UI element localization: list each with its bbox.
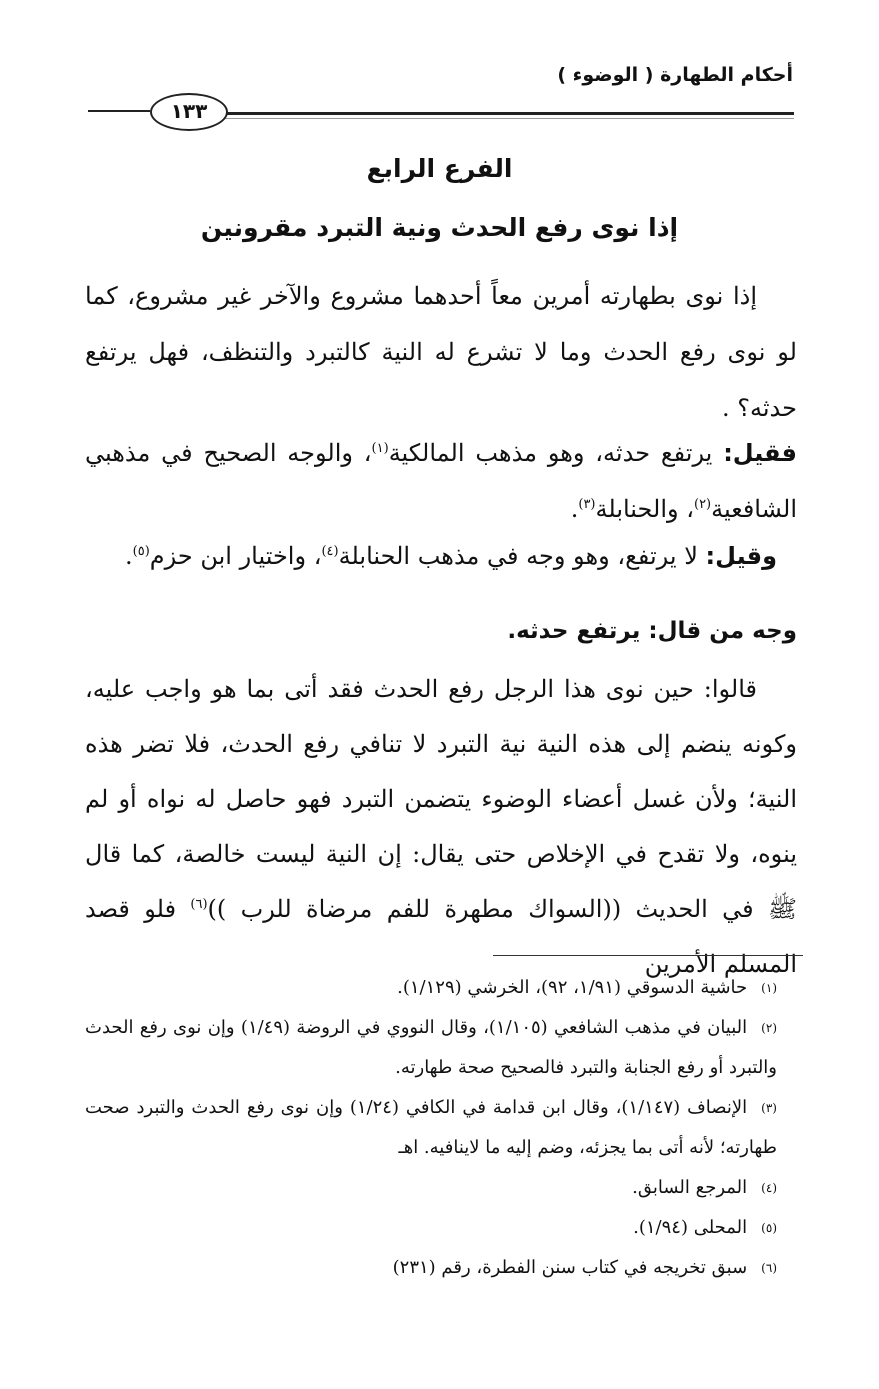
paragraph-first-opinion (85, 425, 797, 537)
footnote-separator (493, 955, 803, 956)
argument-text-a: قالوا: حين نوى هذا الرجل رفع الحدث فقد أتى بما هو واجب عليه، وكونه ينضم إلى هذه النية نية التبرد لا تنافي رفع الحدث، فلا تضر هذه النية؛ ولأن غسل أعضاء الوضوء يتضمن التبرد فهو حاصل له نواه أو لم ينوه، ولا تقدح في الإخلاص حتى يقال: إن النية ليست خالصة، كما قال ﷺ في الحديث ((السواك مطهرة للفم مرضاة للرب )) (85, 675, 797, 923)
footnote-ref-6: (٦) (190, 897, 208, 912)
opinion-2-text-a: لا يرتفع، وهو وجه في مذهب الحنابلة (338, 542, 706, 570)
argument-text-b: فلو قصد المسلم الأمرين (85, 895, 797, 978)
branch-heading: الفرع الرابع (366, 154, 513, 183)
footnote-number: (٤) (761, 1181, 777, 1195)
opinion-1-text-c: ، والحنابلة (595, 495, 694, 523)
opinion-2-text-b: ، واختيار ابن حزم (149, 542, 322, 570)
footnote-number: (٥) (761, 1221, 777, 1235)
footnote-item (85, 1208, 797, 1248)
footnote-ref-2: (٢) (693, 497, 712, 512)
footnotes-list (85, 968, 797, 1288)
header-rule-right-thin (222, 118, 794, 119)
footnote-text: البيان في مذهب الشافعي (١/١٠٥)، وقال النووي في الروضة (١/٤٩) وإن نوى رفع الحدث والتبرد أو رفع الجنابة والتبرد فالصحيح صحة طهارته. (85, 1017, 777, 1078)
footnote-text: الإنصاف (١/١٤٧)، وقال ابن قدامة في الكافي (١/٢٤) وإن نوى رفع الحدث والتبرد صحت طهارته؛ لأنه أتى بما يجزئه، وضم إليه ما لاينافيه. اهـ (85, 1097, 777, 1158)
footnote-item (85, 1008, 797, 1088)
opinion-lead-2: وقيل: (705, 542, 777, 570)
footnote-item (85, 1088, 797, 1168)
header-rule-right (222, 112, 794, 115)
argument-subheading: وجه من قال: يرتفع حدثه. (507, 618, 797, 644)
opinion-2-text-c: . (124, 542, 133, 570)
running-title: أحكام الطهارة ( الوضوء ) (557, 64, 793, 86)
footnote-ref-1: (١) (371, 441, 389, 456)
footnote-ref-5: (٥) (132, 544, 150, 559)
footnote-number: (١) (761, 981, 777, 995)
footnote-text: سبق تخريجه في كتاب سنن الفطرة، رقم (٢٣١) (392, 1257, 748, 1278)
footnote-ref-3: (٣) (578, 497, 596, 512)
opinion-1-text-d: . (570, 495, 579, 523)
footnote-item (85, 1168, 797, 1208)
opinion-lead-1: فقيل: (723, 439, 797, 467)
opinion-1-text-b: ، والوجه الصحيح في مذهبي الشافعية (85, 439, 797, 523)
footnote-text: المحلى (١/٩٤). (633, 1217, 748, 1238)
footnote-ref-4: (٤) (321, 544, 339, 559)
footnote-item (85, 1248, 797, 1288)
paragraph-second-opinion (85, 528, 797, 584)
opinion-1-text-a: يرتفع حدثه، وهو مذهب المالكية (388, 439, 724, 467)
page-number: ١٣٣ (150, 93, 228, 131)
section-title: إذا نوى رفع الحدث ونية التبرد مقرونين (200, 213, 679, 242)
footnote-number: (٦) (761, 1261, 777, 1275)
paragraph-intro (85, 268, 797, 436)
paragraph-argument (85, 662, 797, 992)
footnote-number: (٢) (761, 1021, 777, 1035)
footnote-item (85, 968, 797, 1008)
footnote-number: (٣) (761, 1101, 777, 1115)
paragraph-intro-text: إذا نوى بطهارته أمرين معاً أحدهما مشروع والآخر غير مشروع، كما لو نوى رفع الحدث وما لا تشرع له النية كالتبرد والتنظف، فهل يرتفع حدثه؟ . (85, 282, 797, 422)
header-rule-left (88, 110, 150, 112)
footnote-text: المرجع السابق. (632, 1177, 748, 1198)
footnote-text: حاشية الدسوقي (١/٩١، ٩٢)، الخرشي (١/١٢٩). (397, 977, 748, 998)
